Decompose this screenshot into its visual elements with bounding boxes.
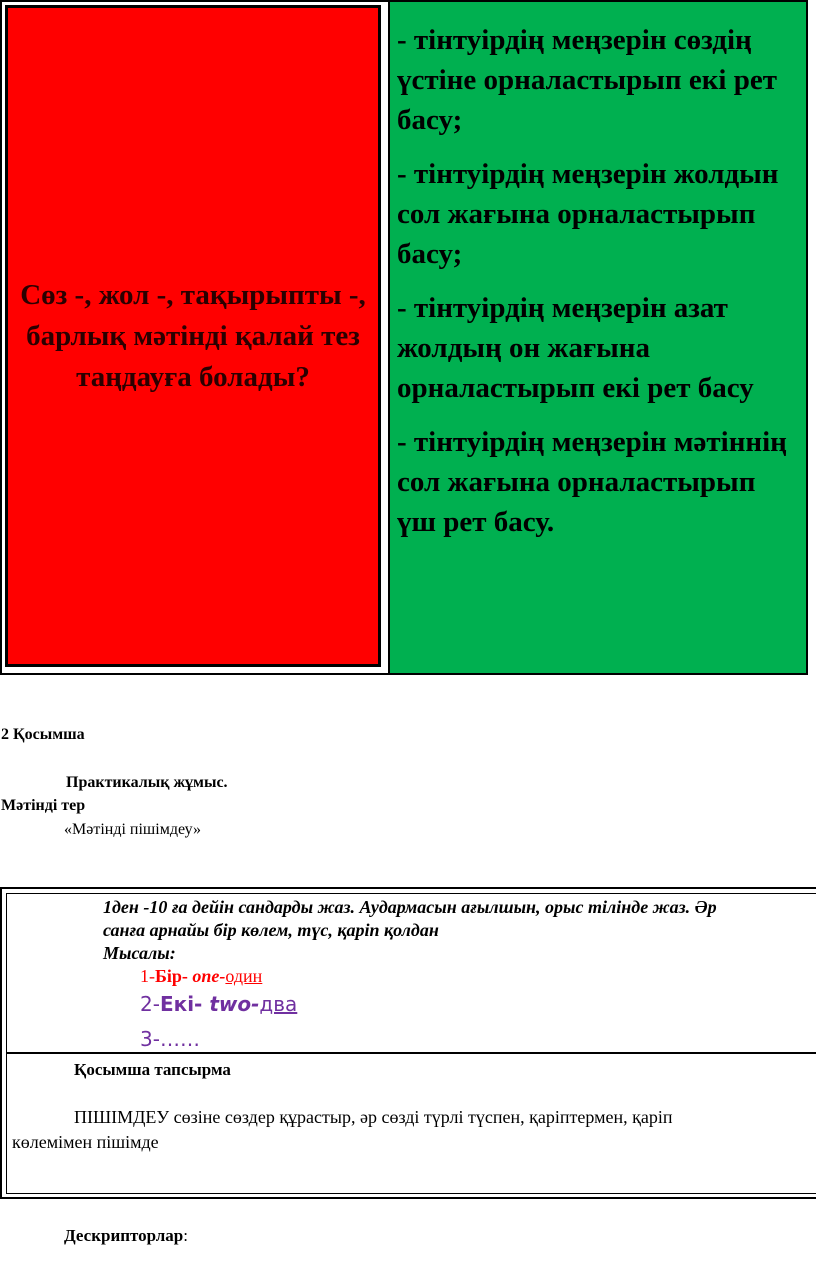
example-3-number: 3- (140, 1027, 160, 1051)
descriptors-colon: : (183, 1226, 188, 1245)
question-cell (5, 5, 381, 667)
question-text: Сөз -, жол -, тақырыпты -, барлық мәтінді қалай тез таңдауға болады? (20, 278, 366, 393)
extra-task-text-line-1: ПІШІМДЕУ сөзіне сөздер құрастыр, әр сөзді түрлі түспен, қаріптермен, қаріп (74, 1107, 673, 1127)
task-instruction-line-1: 1ден -10 ға дейін сандарды жаз. Аудармасын ағылшын, орыс тілінде жаз. Әр (103, 897, 717, 917)
example-3-ellipsis: …… (159, 1027, 200, 1051)
answer-option-4: - тінтуірдің меңзерін мәтіннің сол жағына орналастырып үш рет басу. (397, 426, 787, 538)
task-instruction-line-2: санға арнайы бір көлем, түс, қаріп қолдан (103, 920, 439, 940)
descriptors-label: Дескрипторлар (64, 1226, 184, 1245)
work-title: Практикалық жұмыс. (66, 774, 228, 791)
example-1-english: one- (187, 966, 226, 986)
example-1-russian: один (225, 966, 263, 986)
example-row-1 (140, 966, 262, 987)
example-label: Мысалы: (103, 943, 176, 963)
answers-cell (388, 0, 808, 675)
appendix-title: 2 Қосымша (1, 726, 85, 743)
descriptors-heading (64, 1226, 188, 1246)
example-1-kazakh: Бір- (155, 966, 188, 986)
example-2-russian: два (259, 992, 298, 1016)
answer-option-2: - тінтуірдің меңзерін жолдын сол жағына орналастырып басу; (397, 158, 779, 270)
extra-task-title: Қосымша тапсырма (74, 1060, 231, 1079)
work-topic: «Мәтінді пішімдеу» (64, 821, 202, 838)
example-row-2 (140, 992, 297, 1016)
example-1-number: 1- (140, 966, 155, 986)
example-2-number: 2- (140, 992, 160, 1016)
answer-option-1: - тінтуірдің меңзерін сөздің үстіне орналастырып екі рет басу; (397, 24, 777, 136)
example-row-3 (140, 1027, 200, 1051)
work-subtitle: Мәтінді тер (1, 797, 86, 814)
extra-task-text-line-2: көлемімен пішімде (12, 1132, 159, 1152)
answer-option-3: - тінтуірдің меңзерін азат жолдың он жағына орналастырып екі рет басу (397, 292, 754, 404)
example-2-kazakh: Екі- (159, 992, 203, 1016)
example-2-english: two- (202, 992, 260, 1016)
